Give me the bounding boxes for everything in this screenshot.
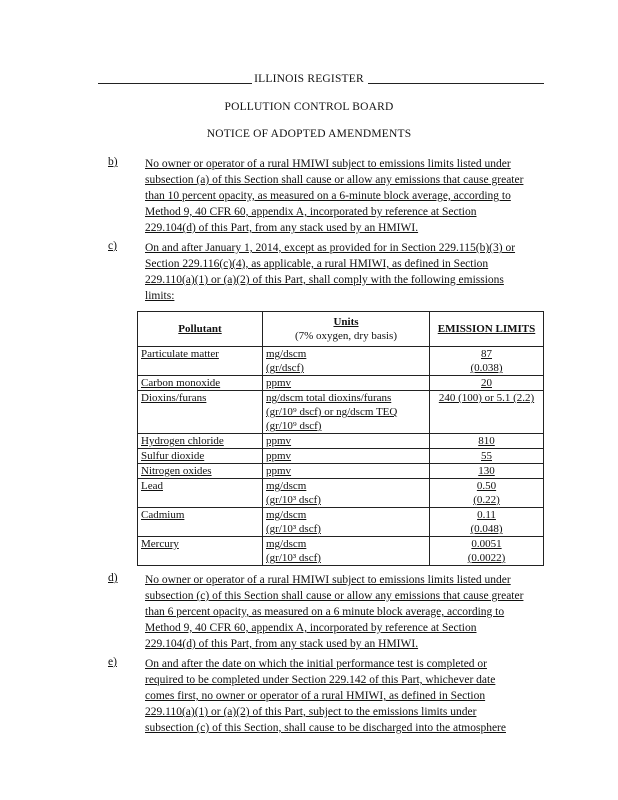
table-row — [138, 347, 544, 376]
units-line: ppmv — [266, 450, 292, 462]
register-title: ILLINOIS REGISTER — [254, 73, 364, 85]
limit-line: 20 — [481, 377, 492, 389]
paragraph-c-line: limits: — [145, 290, 175, 302]
limit-line: 0.0051 — [471, 538, 502, 550]
pollutant-cell: Carbon monoxide — [138, 376, 263, 391]
units-cell — [263, 464, 430, 479]
table-row — [138, 449, 544, 464]
limit-cell — [430, 508, 544, 537]
limit-line: 810 — [478, 435, 495, 447]
paragraph-d-line: 229.104(d) of this Part, from any stack used by an HMIWI. — [145, 638, 419, 650]
limit-line: (0.038) — [470, 362, 503, 374]
paragraph-b-line: 229.104(d) of this Part, from any stack used by an HMIWI. — [145, 222, 419, 234]
units-cell — [263, 537, 430, 566]
board-title: POLLUTION CONTROL BOARD — [224, 101, 394, 113]
limit-line: 87 — [481, 348, 492, 360]
paragraph-d-label: d) — [108, 572, 118, 584]
units-line: (gr/10⁹ dscf) — [266, 420, 322, 432]
paragraph-c-line: 229.110(a)(1) or (a)(2) of this Part, shall comply with the following emissions — [145, 274, 504, 286]
units-cell — [263, 449, 430, 464]
limit-line: (0.22) — [473, 494, 500, 506]
paragraph-e-line: subsection (c) of this Section, shall cause to be discharged into the atmosphere — [145, 722, 506, 734]
pollutant-cell: Hydrogen chloride — [138, 434, 263, 449]
header-emission-limits: EMISSION LIMITS — [430, 312, 544, 347]
header-rule-right — [368, 83, 544, 84]
limit-cell — [430, 537, 544, 566]
paragraph-d-line: subsection (c) of this Section shall cause or allow any emissions that cause greater — [145, 590, 524, 602]
table-row — [138, 508, 544, 537]
limit-line: 0.50 — [476, 480, 497, 492]
paragraph-b-line: No owner or operator of a rural HMIWI subject to emissions limits listed under — [145, 158, 511, 170]
limit-cell — [430, 464, 544, 479]
table-header-row — [138, 312, 544, 347]
paragraph-b-line: Method 9, 40 CFR 60, appendix A, incorporated by reference at Section — [145, 206, 477, 218]
units-cell — [263, 376, 430, 391]
units-line: (gr/10³ dscf) — [266, 494, 321, 506]
limit-line: 240 (100) or 5.1 (2.2) — [438, 392, 535, 404]
units-line: ppmv — [266, 377, 292, 389]
paragraph-d-line: No owner or operator of a rural HMIWI subject to emissions limits listed under — [145, 574, 511, 586]
limit-cell — [430, 376, 544, 391]
units-line: mg/dscm — [266, 538, 307, 550]
header-units-title: Units — [333, 316, 359, 328]
table-row — [138, 537, 544, 566]
units-cell — [263, 434, 430, 449]
pollutant-cell: Nitrogen oxides — [138, 464, 263, 479]
units-line: ppmv — [266, 435, 292, 447]
table-row — [138, 434, 544, 449]
limit-cell — [430, 449, 544, 464]
units-line: (gr/10³ dscf) — [266, 552, 321, 564]
paragraph-e-line: required to be completed under Section 229.142 of this Part, whichever date — [145, 674, 496, 686]
paragraph-c-line: On and after January 1, 2014, except as provided for in Section 229.115(b)(3) or — [145, 242, 516, 254]
table-row — [138, 391, 544, 434]
limit-line: 55 — [481, 450, 492, 462]
units-line: ng/dscm total dioxins/furans — [266, 392, 392, 404]
units-line: mg/dscm — [266, 509, 307, 521]
paragraph-d-line: Method 9, 40 CFR 60, appendix A, incorporated by reference at Section — [145, 622, 477, 634]
paragraph-e-line: On and after the date on which the initial performance test is completed or — [145, 658, 488, 670]
paragraph-d-line: than 6 percent opacity, as measured on a 6 minute block average, according to — [145, 606, 505, 618]
table-row — [138, 479, 544, 508]
limit-cell — [430, 479, 544, 508]
pollutant-cell: Dioxins/furans — [138, 391, 263, 434]
header-pollutant: Pollutant — [138, 312, 263, 347]
paragraph-e-line: comes first, no owner or operator of a rural HMIWI, as defined in Section — [145, 690, 486, 702]
paragraph-e-label: e) — [108, 656, 117, 668]
paragraph-b-label: b) — [108, 156, 118, 168]
units-cell — [263, 347, 430, 376]
paragraph-b-line: subsection (a) of this Section shall cause or allow any emissions that cause greater — [145, 174, 524, 186]
units-line: ppmv — [266, 465, 292, 477]
pollutant-cell: Mercury — [138, 537, 263, 566]
units-line: (gr/10⁹ dscf) or ng/dscm TEQ — [266, 406, 398, 418]
table-row — [138, 376, 544, 391]
pollutant-cell: Lead — [138, 479, 263, 508]
limit-line: 0.11 — [477, 509, 496, 521]
notice-title: NOTICE OF ADOPTED AMENDMENTS — [206, 128, 412, 140]
emission-limits-table — [137, 311, 544, 566]
units-cell — [263, 508, 430, 537]
units-cell — [263, 391, 430, 434]
limit-line: (0.0022) — [467, 552, 506, 564]
paragraph-e-line: 229.110(a)(1) or (a)(2) of this Part, subject to the emissions limits under — [145, 706, 477, 718]
units-line: mg/dscm — [266, 348, 307, 360]
header-units — [263, 312, 430, 347]
limit-cell — [430, 434, 544, 449]
units-line: (gr/dscf) — [266, 362, 304, 374]
table-row — [138, 464, 544, 479]
units-line: mg/dscm — [266, 480, 307, 492]
paragraph-c-line: Section 229.116(c)(4), as applicable, a rural HMIWI, as defined in Section — [145, 258, 489, 270]
header-units-subtitle: (7% oxygen, dry basis) — [294, 330, 398, 342]
paragraph-b-line: than 10 percent opacity, as measured on a 6-minute block average, according to — [145, 190, 511, 202]
limit-cell — [430, 391, 544, 434]
pollutant-cell: Sulfur dioxide — [138, 449, 263, 464]
pollutant-cell: Cadmium — [138, 508, 263, 537]
paragraph-c-label: c) — [108, 240, 117, 252]
units-cell — [263, 479, 430, 508]
limit-line: 130 — [478, 465, 495, 477]
units-line: (gr/10³ dscf) — [266, 523, 321, 535]
limit-line: (0.048) — [470, 523, 503, 535]
pollutant-cell: Particulate matter — [138, 347, 263, 376]
limit-cell — [430, 347, 544, 376]
